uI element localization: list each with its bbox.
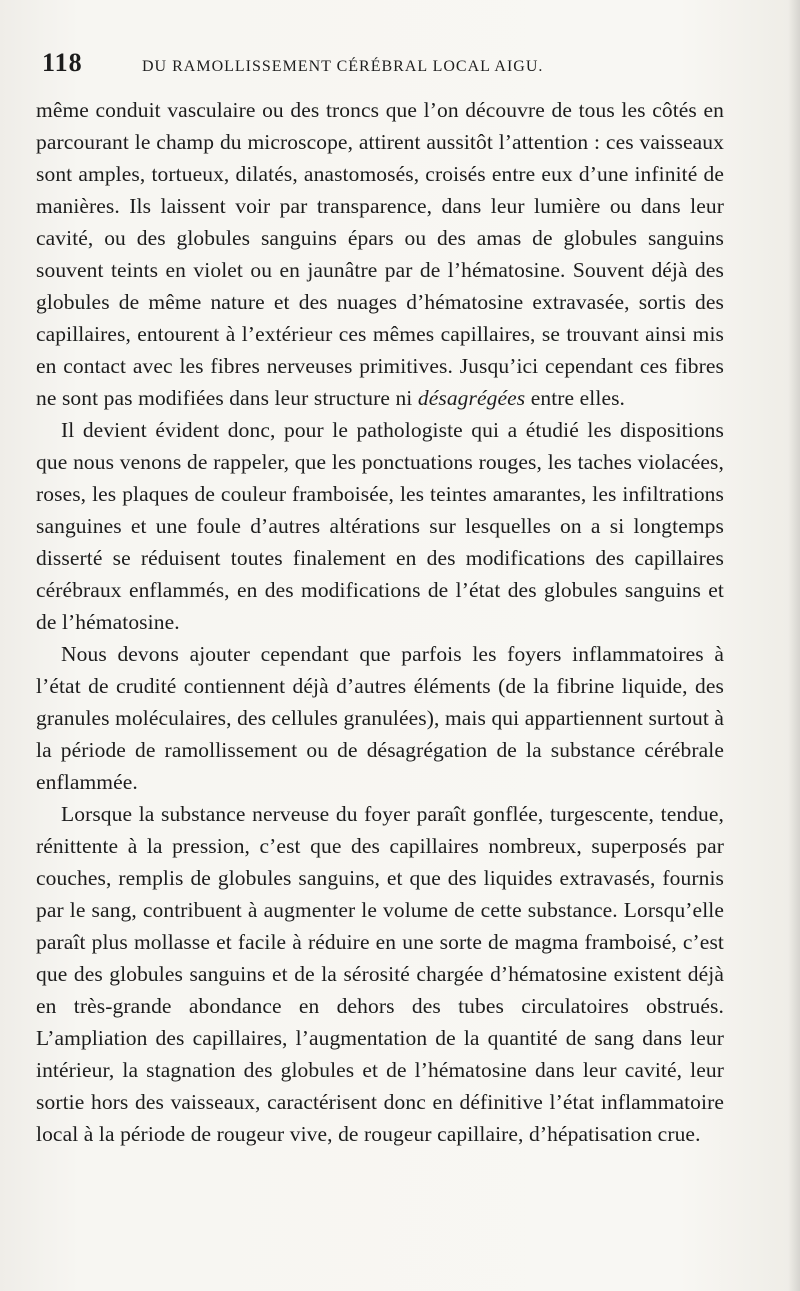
running-title: DU RAMOLLISSEMENT CÉRÉBRAL LOCAL AIGU.	[142, 58, 544, 75]
page-number: 118	[42, 48, 83, 77]
page-edge-shadow	[788, 0, 800, 1291]
running-head	[42, 48, 726, 90]
paragraph-3: Nous devons ajouter cependant que parfois les foyers inflammatoires à l’état de crudité contiennent déjà d’autres éléments (de la fibrine liquide, des granules moléculaires, des cellules granulées), mais qui appartiennent surtout à la période de ramollissement ou de désagrégation de la substance cérébrale enflammée.	[36, 642, 725, 794]
paragraph-4: Lorsque la substance nerveuse du foyer paraît gonflée, turgescente, tendue, rénittente à la pression, c’est que des capillaires nombreux, superposés par couches, remplis de globules sanguins, et que des liquides extravasés, fournis par le sang, contribuent à augmenter le volume de cette substance. Lorsqu’elle paraît plus mollasse et facile à réduire en une sorte de magma framboisé, c’est que des globules sanguins et de la sérosité chargée d’hématosine existent déjà en très-grande abondance en dehors des tubes circulatoires obstrués. L’ampliation des capillaires, l’augmentation de la quantité de sang dans leur intérieur, la stagnation des globules et de l’hématosine dans leur cavité, leur sortie hors des vaisseaux, caractérisent donc en définitive l’état inflammatoire local à la période de rougeur vive, de rougeur capillaire, d’hépatisation crue.	[36, 802, 724, 1146]
paragraph-1	[36, 94, 724, 414]
paragraph-2: Il devient évident donc, pour le pathologiste qui a étudié les dispositions que nous venons de rappeler, que les ponctuations rouges, les taches violacées, roses, les plaques de couleur framboisée, les teintes amarantes, les infiltrations sanguines et une foule d’autres altérations sur lesquelles on a si longtemps disserté se réduisent toutes finalement en des modifications des capillaires cérébraux enflammés, en des modifications de l’état des globules sanguins et de l’hématosine.	[36, 418, 724, 634]
paragraph-1-emphasis: désagrégées	[417, 386, 526, 410]
paragraph-1-tail: entre elles.	[525, 386, 626, 410]
body-text	[36, 94, 724, 1150]
paragraph-1-text: même conduit vasculaire ou des troncs que l’on découvre de tous les côtés en parcourant le champ du microscope, attirent aussitôt l’attention : ces vaisseaux sont amples, tortueux, dilatés, anastomosés, croisés entre eux d’une infinité de manières. Ils laissent voir par transparence, dans leur lumière ou dans leur cavité, ou des globules sanguins épars ou des amas de globules sanguins souvent teints en violet ou en jaunâtre par de l’hématosine. Souvent déjà des globules de même nature et des nuages d’hématosine extravasée, sortis des capillaires, entourent à l’extérieur ces mêmes capillaires, se trouvant ainsi mis en contact avec les fibres nerveuses primitives. Jusqu’ici cependant ces fibres ne sont pas modifiées dans leur structure ni	[36, 98, 724, 410]
